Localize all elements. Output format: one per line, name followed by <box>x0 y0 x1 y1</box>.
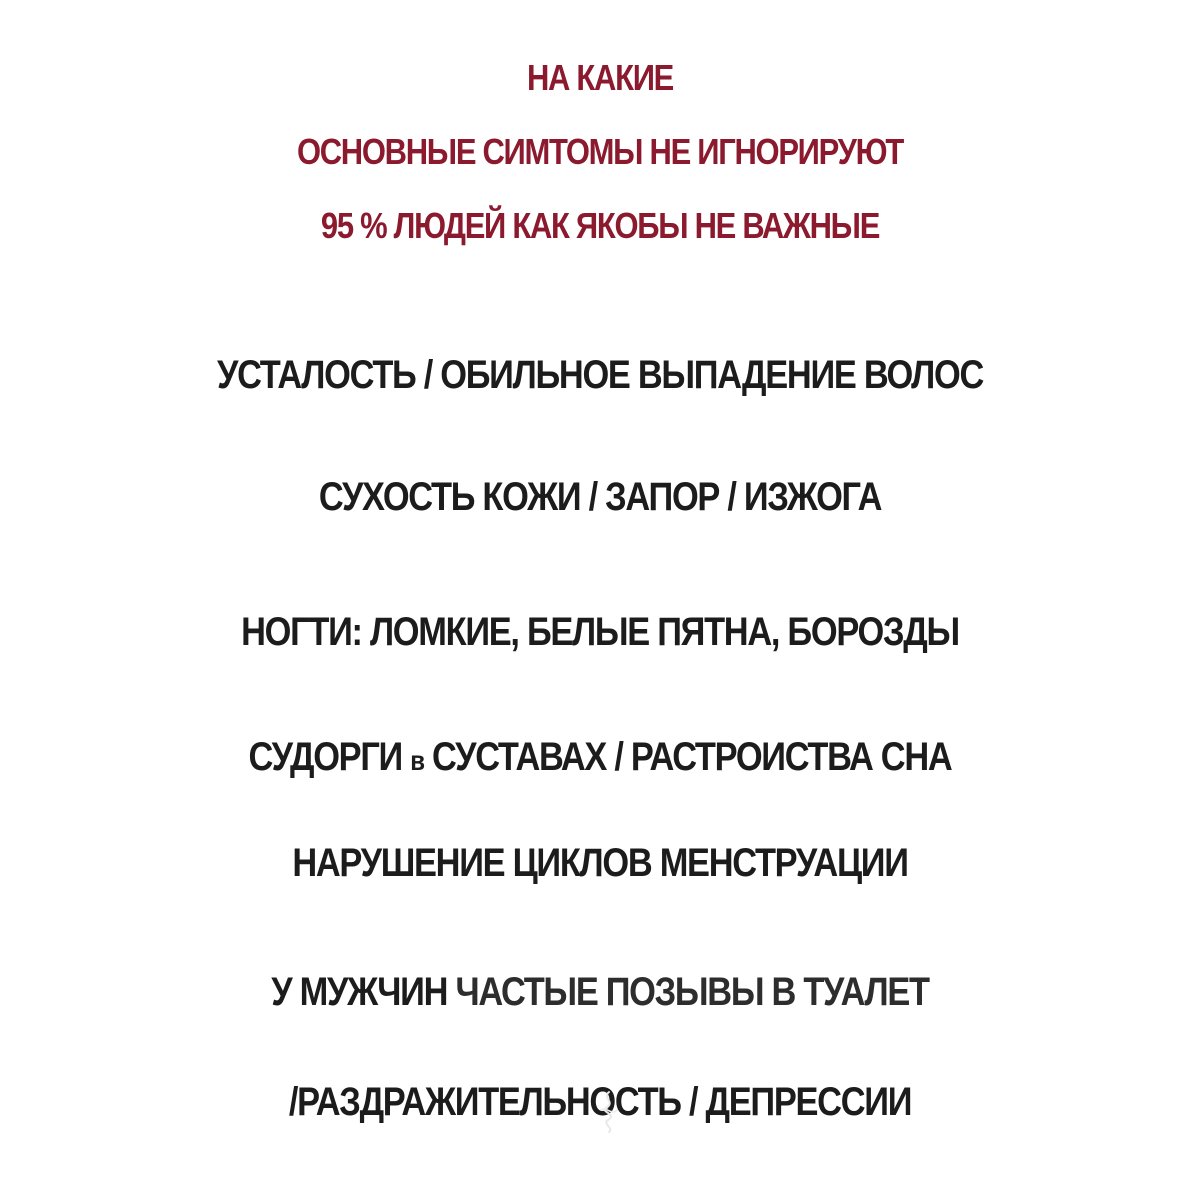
heading-line-1: НА КАКИЕ <box>526 57 674 98</box>
symptom-irritability-depression: /РАЗДРАЖИТЕЛЬНОСТЬ / ДЕПРЕССИИ <box>288 1080 912 1124</box>
symptom-dry-skin-constipation-heartburn: СУХОСТЬ КОЖИ / ЗАПОР / ИЗЖОГА <box>318 475 882 519</box>
symptom-cramps-sleep <box>84 737 1116 777</box>
symptom-cramps-text: СУДОРГИ <box>248 735 411 779</box>
symptom-joints-sleep-text: СУСТАВАХ / РАСТРОИСТВА СНА <box>423 735 952 779</box>
heading-line-3: 95 % ЛЮДЕЙ КАК ЯКОБЫ НЕ ВАЖНЫЕ <box>320 205 880 246</box>
heading-line-2: ОСНОВНЫЕ СИМТОМЫ НЕ ИГНОРИРУЮТ <box>296 131 904 172</box>
symptom-nails: НОГТИ: ЛОМКИЕ, БЕЛЫЕ ПЯТНА, БОРОЗДЫ <box>241 610 959 654</box>
symptom-men-label: У МУЖЧИН <box>271 970 456 1014</box>
symptom-men-frequent-urination <box>84 972 1116 1012</box>
symptom-urination-text: ЧАСТЫЕ ПОЗЫВЫ В ТУАЛЕТ <box>455 970 929 1014</box>
symptom-menstrual-cycle: НАРУШЕНИЕ ЦИКЛОВ МЕНСТРУАЦИИ <box>292 841 908 885</box>
symptom-cramps-preposition: в <box>410 745 424 776</box>
symptom-fatigue-hair-loss: УСТАЛОСТЬ / ОБИЛЬНОЕ ВЫПАДЕНИЕ ВОЛОС <box>216 353 984 397</box>
signature-watermark-icon <box>596 1090 622 1134</box>
